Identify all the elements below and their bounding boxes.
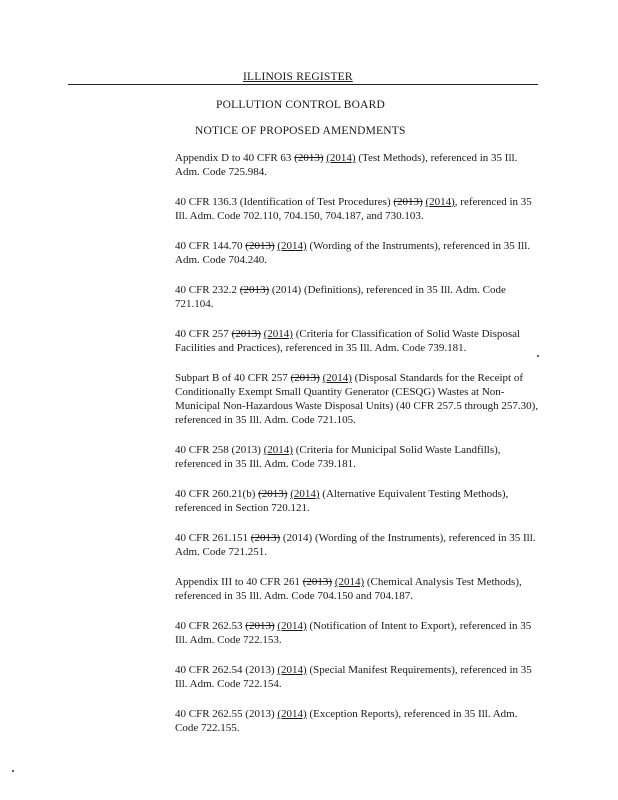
- entry-text: 40 CFR 262.54 (2013): [175, 664, 278, 676]
- reference-entry: [175, 487, 540, 515]
- reference-entry: [175, 371, 540, 427]
- inserted-text: (2014): [277, 708, 307, 720]
- entry-text: 40 CFR 257: [175, 328, 232, 340]
- reference-entry: [175, 663, 540, 691]
- entry-text: 40 CFR 261.151: [175, 532, 251, 544]
- entry-text: 40 CFR 136.3 (Identification of Test Procedures): [175, 196, 394, 208]
- deleted-text: (2013): [239, 284, 270, 296]
- deleted-text: (2013): [245, 620, 275, 632]
- entry-text: Appendix D to 40 CFR 63: [175, 152, 295, 164]
- entry-text: 40 CFR 260.21(b): [175, 488, 259, 500]
- entry-text: (Criteria for Classification of Solid Waste Disposal Facilities and Practices), referenced in 35 Ill. Adm. Code 739.181.: [175, 328, 521, 354]
- entry-text: (Notification of Intent to Export), referenced in 35 Ill. Adm. Code 722.153.: [175, 620, 532, 646]
- reference-entry: [175, 239, 540, 267]
- entry-text: 40 CFR 262.55 (2013): [175, 708, 278, 720]
- inserted-text: (2014): [263, 328, 293, 340]
- inserted-text: (2014): [425, 196, 455, 208]
- entry-text: 40 CFR 262.53: [175, 620, 246, 632]
- reference-entry: [175, 283, 540, 311]
- entry-text: , referenced in 35 Ill. Adm. Code 702.110, 704.150, 704.187, and 730.103.: [175, 196, 532, 222]
- board-title: POLLUTION CONTROL BOARD: [216, 99, 386, 111]
- reference-entry: [175, 619, 540, 647]
- deleted-text: (2013): [290, 372, 320, 384]
- inserted-text: (2014): [277, 664, 307, 676]
- inserted-text: (2014): [334, 576, 365, 588]
- reference-entry: [175, 151, 540, 179]
- header-rule: [68, 84, 538, 85]
- reference-entry: [175, 575, 540, 603]
- entry-text: (2014) (Wording of the Instruments), referenced in 35 Ill. Adm. Code 721.251.: [175, 532, 536, 558]
- deleted-text: (2013): [231, 328, 261, 340]
- reference-entry: [175, 707, 540, 735]
- reference-entry: [175, 443, 540, 471]
- deleted-text: (2013): [245, 240, 275, 252]
- notice-title: NOTICE OF PROPOSED AMENDMENTS: [195, 125, 406, 137]
- entry-text: (Wording of the Instruments), referenced in 35 Ill. Adm. Code 704.240.: [175, 240, 531, 266]
- reference-entry: [175, 531, 540, 559]
- reference-entry: [175, 195, 540, 223]
- entry-text: (2014) (Definitions), referenced in 35 Ill. Adm. Code 721.104.: [175, 284, 506, 310]
- reference-entry: [175, 327, 540, 355]
- entry-text: (Criteria for Municipal Solid Waste Landfills), referenced in 35 Ill. Adm. Code 739.181.: [175, 444, 501, 470]
- deleted-text: (2013): [294, 152, 324, 164]
- deleted-text: (2013): [302, 576, 333, 588]
- entry-text: (Exception Reports), referenced in 35 Ill. Adm. Code 722.155.: [175, 708, 518, 734]
- scan-speck: [537, 355, 539, 357]
- entry-text: (Test Methods), referenced in 35 Ill. Adm. Code 725.984.: [175, 152, 518, 178]
- inserted-text: (2014): [263, 444, 293, 456]
- inserted-text: (2014): [322, 372, 352, 384]
- entry-text: 40 CFR 232.2: [175, 284, 240, 296]
- inserted-text: (2014): [277, 240, 307, 252]
- inserted-text: (2014): [277, 620, 307, 632]
- entry-text: 40 CFR 144.70: [175, 240, 246, 252]
- entry-text: 40 CFR 258 (2013): [175, 444, 264, 456]
- entry-text: Appendix III to 40 CFR 261: [175, 576, 303, 588]
- inserted-text: (2014): [290, 488, 320, 500]
- entry-text: Subpart B of 40 CFR 257: [175, 372, 291, 384]
- deleted-text: (2013): [258, 488, 288, 500]
- deleted-text: (2013): [393, 196, 423, 208]
- entry-text: (Disposal Standards for the Receipt of Conditionally Exempt Small Quantity Generator (CESQG) Wastes at Non-Municipal Non-Hazardous Waste Disposal Units) (40 CFR 257.5 through 257.30), referenced in 35 Ill. Adm. Code 721.105.: [175, 372, 539, 426]
- entry-text: (Chemical Analysis Test Methods), referenced in 35 Ill. Adm. Code 704.150 and 704.187.: [175, 576, 522, 602]
- inserted-text: (2014): [326, 152, 356, 164]
- deleted-text: (2013): [250, 532, 281, 544]
- register-title: ILLINOIS REGISTER: [243, 71, 353, 83]
- scan-speck: [12, 770, 14, 772]
- reference-list: [175, 151, 540, 751]
- entry-text: (Alternative Equivalent Testing Methods), referenced in Section 720.121.: [175, 488, 509, 514]
- entry-text: (Special Manifest Requirements), referenced in 35 Ill. Adm. Code 722.154.: [175, 664, 532, 690]
